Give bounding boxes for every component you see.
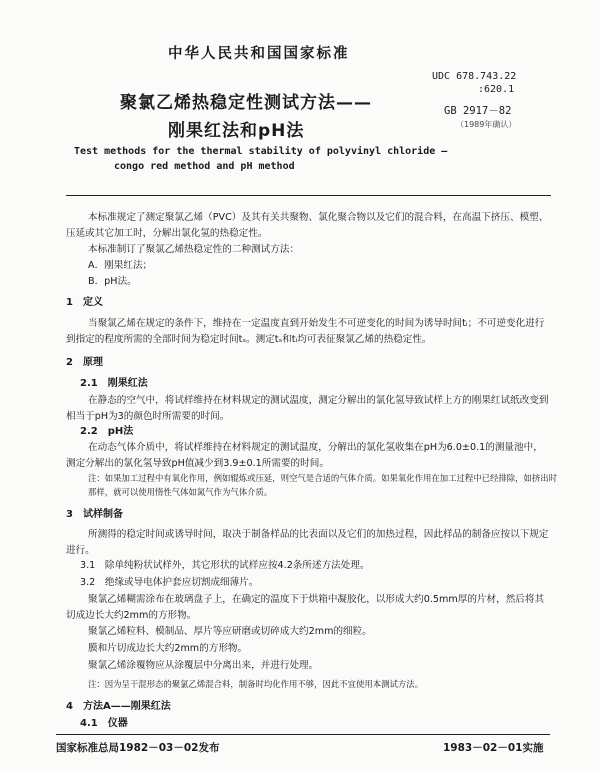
section-2-2-title: 2.2 pH法 bbox=[80, 426, 134, 437]
section-2-title: 2 原理 bbox=[66, 357, 103, 368]
section-2-2-note: 注：如果加工过程中有氧化作用，例如辊炼或压延，则空气是合适的气体介质。如果氧化作用在加工过程中已经排除，如挤出时那样，就可以使用惰性气体如氮气作为气体介质。 bbox=[88, 473, 557, 497]
section-4-title: 4 方法A——刚果红法 bbox=[66, 701, 171, 712]
section-3-2-paste: 聚氯乙烯糊需涂布在玻璃盘子上，在确定的温度下于烘箱中凝胶化，以形成大约0.5mm厚的片材，然后将其切成边长大约2mm的方形物。 bbox=[66, 594, 545, 621]
footer-divider bbox=[56, 734, 550, 735]
section-1-title: 1 定义 bbox=[66, 297, 103, 308]
effective-date: 1983－02－01实施 bbox=[443, 742, 544, 754]
section-3-2-films: 膜和片切成边长大约2mm的方形物。 bbox=[88, 643, 248, 654]
method-b: B．pH法。 bbox=[88, 276, 137, 287]
gb-revision: （1989年确认） bbox=[456, 120, 517, 129]
section-2-1-text: 在静态的空气中，将试样维持在材料规定的测试温度，测定分解出的氯化氢导致试样上方的刚果红试纸改变到相当于pH为3的颜色时所需要的时间。 bbox=[66, 395, 549, 422]
english-title-line-1: Test methods for the thermal stability of polyvinyl chloride — bbox=[74, 146, 448, 157]
header-divider bbox=[66, 195, 551, 196]
section-3-1: 3.1 除单纯粉状试样外，其它形状的试样应按4.2条所述方法处理。 bbox=[80, 560, 370, 571]
section-1-text: 当聚氯乙烯在规定的条件下，维持在一定温度直到开始发生不可逆变化的时间为诱导时间tᵢ；不可逆变化进行到指定的程度所需的全部时间为稳定时间tₛ。测定tₛ和tᵢ均可表征聚氯乙烯的热稳定性。 bbox=[66, 318, 545, 345]
udc-code: UDC 678.743.22 bbox=[432, 71, 517, 82]
title-line-2: 刚果红法和pH法 bbox=[168, 121, 305, 141]
gb-number: GB 2917－82 bbox=[444, 105, 512, 117]
english-title-line-2: congo red method and pH method bbox=[114, 161, 295, 172]
section-2-1-title: 2.1 刚果红法 bbox=[80, 378, 148, 389]
agency-heading: 中华人民共和国国家标准 bbox=[168, 46, 350, 62]
method-a: A．刚果红法； bbox=[88, 260, 153, 271]
section-3-2: 3.2 绝缘或导电体护套应切割成细薄片。 bbox=[80, 577, 259, 588]
intro-methods: 本标准制订了聚氯乙烯热稳定性的二种测试方法： bbox=[88, 244, 300, 255]
section-3-note: 注：因为呈干混形态的聚氯乙烯混合料，制备时均化作用不够，因此不宜使用本测试方法。 bbox=[88, 679, 423, 689]
section-3-2-pellets: 聚氯乙烯粒料、模制品、厚片等应研磨或切碎成大约2mm的细粒。 bbox=[88, 626, 372, 637]
section-3-text: 所测得的稳定时间或诱导时间，取决于制备样品的比表面以及它们的加热过程，因此样品的制备应按以下规定进行。 bbox=[66, 529, 549, 556]
section-3-title: 3 试样制备 bbox=[66, 509, 123, 520]
udc-code-cont: :620.1 bbox=[478, 84, 515, 95]
section-4-1-title: 4.1 仪器 bbox=[80, 718, 128, 729]
title-line-1: 聚氯乙烯热稳定性测试方法—— bbox=[120, 93, 372, 113]
section-2-2-text: 在动态气体介质中，将试样维持在材料规定的测试温度，分解出的氯化氢收集在pH为6.0±0.1的测量池中，测定分解出的氯化氢导致pH值减少到3.9±0.1所需要的时间。 bbox=[66, 442, 543, 469]
section-3-2-coatings: 聚氯乙烯涂覆物应从涂覆层中分离出来，并进行处理。 bbox=[88, 660, 319, 671]
issue-date: 国家标准总局1982－03－02发布 bbox=[56, 742, 220, 754]
intro-paragraph: 本标准规定了测定聚氯乙烯（PVC）及其有关共聚物、氯化聚合物以及它们的混合料，在高温下挤压、模塑、压延或其它加工时，分解出氯化氢的热稳定性。 bbox=[66, 212, 549, 239]
